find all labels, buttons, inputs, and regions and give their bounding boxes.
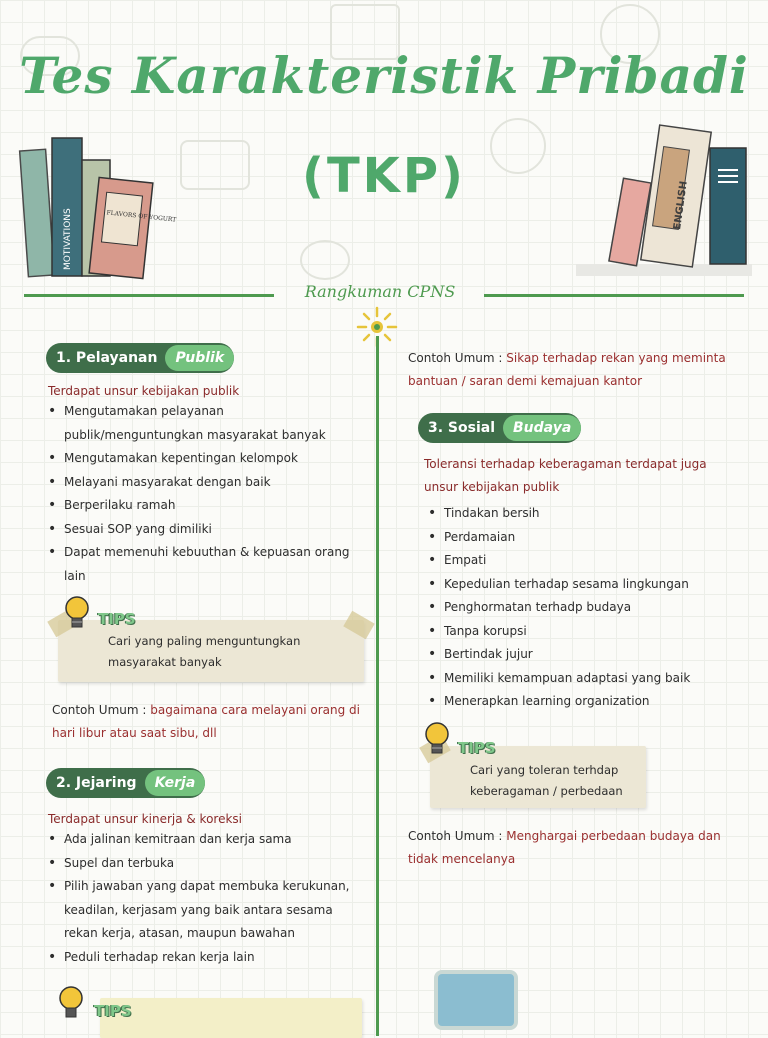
section-jejaring-title: 2. Jejaring: [56, 775, 137, 791]
list-item: • Penghormatan terhadp budaya: [426, 596, 746, 620]
list-item: • Tindakan bersih: [426, 502, 746, 526]
section-pelayanan-title: 1. Pelayanan: [56, 350, 158, 366]
example-label: Contoh Umum :: [408, 829, 503, 843]
example-right-top: [408, 347, 748, 393]
divider-right: [484, 294, 744, 297]
section-sosial-tag: Budaya: [503, 415, 581, 441]
lightbulb-icon: [62, 594, 92, 634]
list-item: • Supel dan terbuka: [46, 852, 366, 876]
lightbulb-icon: [56, 984, 86, 1024]
list-item: • Melayani masyarakat dengan baik: [46, 471, 366, 495]
left-book-spine-text: MOTIVATIONS: [63, 208, 73, 270]
section-sosial-list: [426, 502, 746, 714]
example-text: Menghargai perbedaan budaya dan tidak mencelanya: [408, 829, 721, 866]
tips-card-jejaring: [100, 998, 362, 1038]
section-pelayanan-list: [46, 400, 366, 588]
divider-label: Rangkuman CPNS: [304, 282, 456, 301]
list-item: • Bertindak jujur: [426, 643, 746, 667]
list-item: • Dapat memenuhi kebuuthan & kepuasan orang lain: [46, 541, 366, 588]
section-pelayanan-intro: Terdapat unsur kebijakan publik: [48, 384, 240, 398]
section-pelayanan-header: [46, 343, 234, 373]
right-book-spine-text: ENGLISH: [672, 180, 690, 231]
example-text: bagaimana cara melayani orang di hari libur atau saat sibu, dll: [52, 703, 360, 740]
section-jejaring-tag: Kerja: [145, 770, 206, 796]
list-item: • Perdamaian: [426, 526, 746, 550]
list-item: • Mengutamakan kepentingan kelompok: [46, 447, 366, 471]
left-book-cover-text: FLAVORS OF YOGURT: [106, 209, 177, 224]
list-item: • Kepedulian terhadap sesama lingkungan: [426, 573, 746, 597]
books-left-illustration: [20, 120, 177, 280]
page-title: Tes Karakteristik Pribadi: [19, 46, 749, 105]
books-right-illustration: [576, 118, 752, 280]
section-sosial-title: 3. Sosial: [428, 420, 496, 436]
example-sosial: [408, 825, 748, 871]
page-subtitle: (TKP): [302, 148, 466, 204]
tablet-illustration: [434, 970, 518, 1030]
example-label: Contoh Umum :: [52, 703, 147, 717]
tips-text-sosial: Cari yang toleran terhdap keberagaman / perbedaan: [470, 763, 623, 798]
list-item: • Mengutamakan pelayanan publik/menguntungkan masyarakat banyak: [46, 400, 366, 447]
lightbulb-icon: [422, 720, 452, 760]
list-item: • Peduli terhadap rekan kerja lain: [46, 946, 366, 970]
list-item: • Sesuai SOP yang dimiliki: [46, 518, 366, 542]
list-item: • Memiliki kemampuan adaptasi yang baik: [426, 667, 746, 691]
example-pelayanan: [52, 699, 364, 745]
tips-text-pelayanan: Cari yang paling menguntungkan masyarakat banyak: [108, 634, 301, 669]
tips-label: TIPS: [94, 1002, 132, 1020]
list-item: • Ada jalinan kemitraan dan kerja sama: [46, 828, 366, 852]
section-jejaring-intro: Terdapat unsur kinerja & koreksi: [48, 812, 243, 826]
section-pelayanan-tag: Publik: [165, 345, 234, 371]
section-sosial-header: [418, 413, 581, 443]
list-item: • Tanpa korupsi: [426, 620, 746, 644]
tape: [343, 611, 375, 640]
section-jejaring-header: [46, 768, 205, 798]
tips-label: TIPS: [98, 610, 136, 628]
list-item: • Empati: [426, 549, 746, 573]
list-item: • Pilih jawaban yang dapat membuka kerukunan, keadilan, kerjasam yang baik antara sesama rekan kerja, atasan, maupun bawahan: [46, 875, 366, 946]
list-item: • Menerapkan learning organization: [426, 690, 746, 714]
example-label: Contoh Umum :: [408, 351, 503, 365]
example-text: Sikap terhadap rekan yang meminta bantuan / saran demi kemajuan kantor: [408, 351, 726, 388]
section-jejaring-list: [46, 828, 366, 969]
tips-label: TIPS: [458, 739, 496, 757]
list-item: • Berperilaku ramah: [46, 494, 366, 518]
center-divider: [376, 336, 379, 1036]
section-sosial-intro: Toleransi terhadap keberagaman terdapat juga unsur kebijakan publik: [424, 457, 707, 494]
doodle-basket: [300, 240, 350, 280]
divider-left: [24, 294, 274, 297]
